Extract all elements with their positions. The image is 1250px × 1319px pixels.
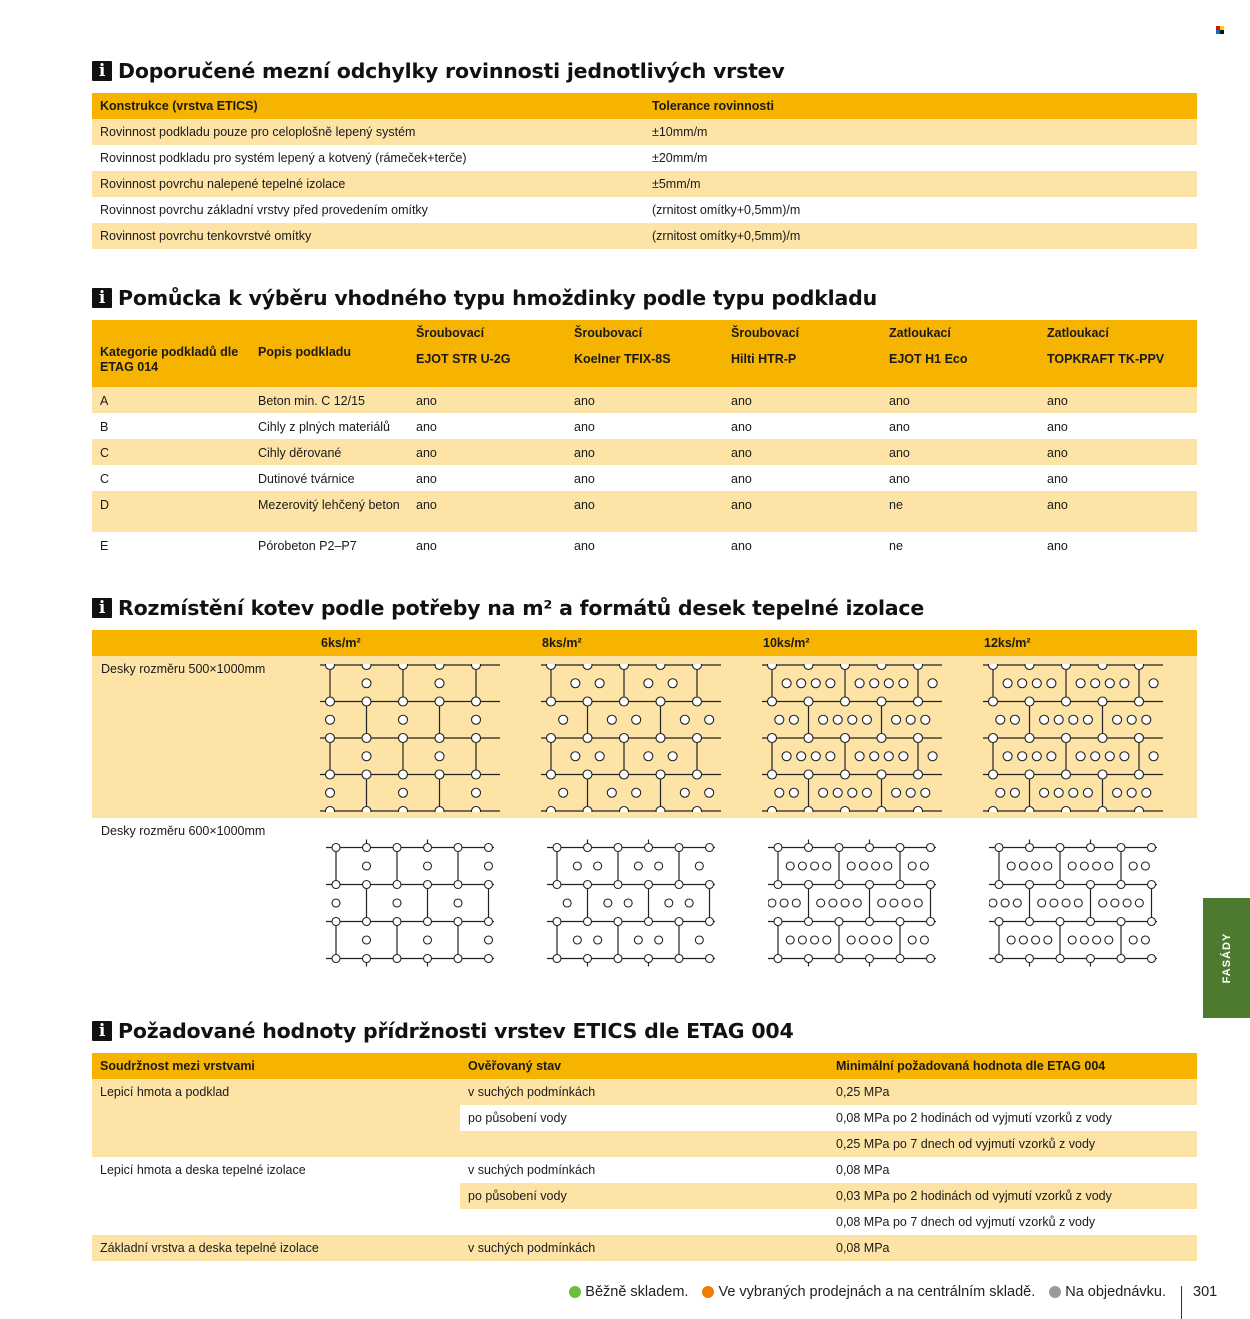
anchor-diagram-600-8 [547, 828, 715, 978]
section-title-anchor-layout: i Rozmístění kotev podle potřeby na m² a formátů desek tepelné izolace [92, 596, 924, 620]
info-icon: i [92, 1021, 112, 1041]
section-title-adhesion: i Požadované hodnoty přídržnosti vrstev ETICS dle ETAG 004 [92, 1019, 794, 1043]
column-header-category: Kategorie podkladů dle ETAG 014 [92, 320, 250, 387]
section-title-anchor-selection: i Pomůcka k výběru vhodného typu hmoždinky podle typu podkladu [92, 286, 877, 310]
adhesion-table [92, 1053, 1197, 1261]
table-row: A Beton min. C 12/15 ano ano ano ano ano [92, 387, 1197, 413]
column-header: Ověřovaný stav [460, 1053, 828, 1079]
column-header: Konstrukce (vrstva ETICS) [92, 93, 644, 119]
table-row: D Mezerovitý lehčený beton ano ano ano ne ano [92, 491, 1197, 532]
info-icon: i [92, 288, 112, 308]
column-header-product: Šroubovací EJOT STR U-2G [408, 320, 566, 387]
column-header: Minimální požadovaná hodnota dle ETAG 004 [828, 1053, 1197, 1079]
table-row: Rovinnost povrchu tenkovrstvé omítky (zrnitost omítky+0,5mm)/m [92, 223, 1197, 249]
column-header: 10ks/m² [763, 636, 810, 650]
section-title-flatness: i Doporučené mezní odchylky rovinnosti jednotlivých vrstev [92, 59, 785, 83]
column-header: Tolerance rovinnosti [644, 93, 1197, 119]
layer-cell: Lepicí hmota a podklad [92, 1079, 460, 1157]
row-label: Desky rozměru 600×1000mm [101, 824, 266, 838]
anchor-layout-table [92, 630, 1197, 987]
column-header-product: Zatloukací TOPKRAFT TK-PPV [1039, 320, 1197, 387]
in-stock-dot-icon [569, 1286, 581, 1298]
row-label: Desky rozměru 500×1000mm [101, 662, 266, 676]
table-row: po působení vody 0,08 MPa po 2 hodinách od vyjmutí vzorků z vody [92, 1105, 1197, 1131]
column-header-product: Šroubovací Hilti HTR-P [723, 320, 881, 387]
legend-selected: Ve vybraných prodejnách a na centrálním skladě. [718, 1284, 1036, 1300]
column-header-product: Zatloukací EJOT H1 Eco [881, 320, 1039, 387]
print-mark [1216, 26, 1226, 34]
table-row: Rovinnost povrchu základní vrstvy před provedením omítky (zrnitost omítky+0,5mm)/m [92, 197, 1197, 223]
info-icon: i [92, 61, 112, 81]
column-header: 8ks/m² [542, 636, 582, 650]
page-divider [1181, 1286, 1182, 1319]
table-row: Základní vrstva a deska tepelné izolace v suchých podmínkách 0,08 MPa [92, 1235, 1197, 1261]
on-order-dot-icon [1049, 1286, 1061, 1298]
table-row: po působení vody 0,03 MPa po 2 hodinách od vyjmutí vzorků z vody [92, 1183, 1197, 1209]
selected-stores-dot-icon [702, 1286, 714, 1298]
info-icon: i [92, 598, 112, 618]
availability-legend [569, 1284, 1166, 1300]
anchor-diagram-500-12 [983, 664, 1163, 812]
layer-cell: Lepicí hmota a deska tepelné izolace [92, 1157, 460, 1235]
anchor-layout-row-500 [92, 656, 1197, 818]
table-row: E Pórobeton P2–P7 ano ano ano ne ano [92, 532, 1197, 558]
table-row: B Cihly z plných materiálů ano ano ano ano ano [92, 413, 1197, 439]
column-header-product: Šroubovací Koelner TFIX-8S [566, 320, 723, 387]
legend-in-stock: Běžně skladem. [585, 1284, 689, 1300]
anchor-diagram-500-6 [320, 664, 500, 812]
anchor-layout-header [92, 630, 1197, 656]
table-row: Rovinnost povrchu nalepené tepelné izolace ±5mm/m [92, 171, 1197, 197]
table-row: Lepicí hmota a deska tepelné izolace v suchých podmínkách 0,08 MPa [92, 1157, 1197, 1183]
anchor-diagram-600-12 [989, 828, 1157, 978]
column-header-description: Popis podkladu [250, 320, 408, 387]
layer-cell: Základní vrstva a deska tepelné izolace [92, 1235, 460, 1261]
column-header: 12ks/m² [984, 636, 1031, 650]
anchor-layout-row-600 [92, 818, 1197, 987]
column-header: Soudržnost mezi vrstvami [92, 1053, 460, 1079]
legend-order: Na objednávku. [1065, 1284, 1166, 1300]
anchor-diagram-600-10 [768, 828, 936, 978]
page-number: 301 [1193, 1284, 1218, 1300]
table-row: Lepicí hmota a podklad v suchých podmínkách 0,25 MPa [92, 1079, 1197, 1105]
column-header: 6ks/m² [321, 636, 361, 650]
table-row: C Cihly děrované ano ano ano ano ano [92, 439, 1197, 465]
anchor-diagram-500-10 [762, 664, 942, 812]
anchor-selection-table [92, 320, 1197, 558]
anchor-diagram-600-6 [326, 828, 494, 978]
table-row: Rovinnost podkladu pouze pro celoplošně lepený systém ±10mm/m [92, 119, 1197, 145]
table-row: C Dutinové tvárnice ano ano ano ano ano [92, 465, 1197, 491]
table-row: Rovinnost podkladu pro systém lepený a kotvený (rámeček+terče) ±20mm/m [92, 145, 1197, 171]
flatness-table [92, 93, 1197, 249]
table-row: 0,25 MPa po 7 dnech od vyjmutí vzorků z vody [92, 1131, 1197, 1157]
section-tab-facades[interactable]: FASÁDY [1203, 898, 1250, 1018]
table-row: 0,08 MPa po 7 dnech od vyjmutí vzorků z vody [92, 1209, 1197, 1235]
anchor-diagram-500-8 [541, 664, 721, 812]
